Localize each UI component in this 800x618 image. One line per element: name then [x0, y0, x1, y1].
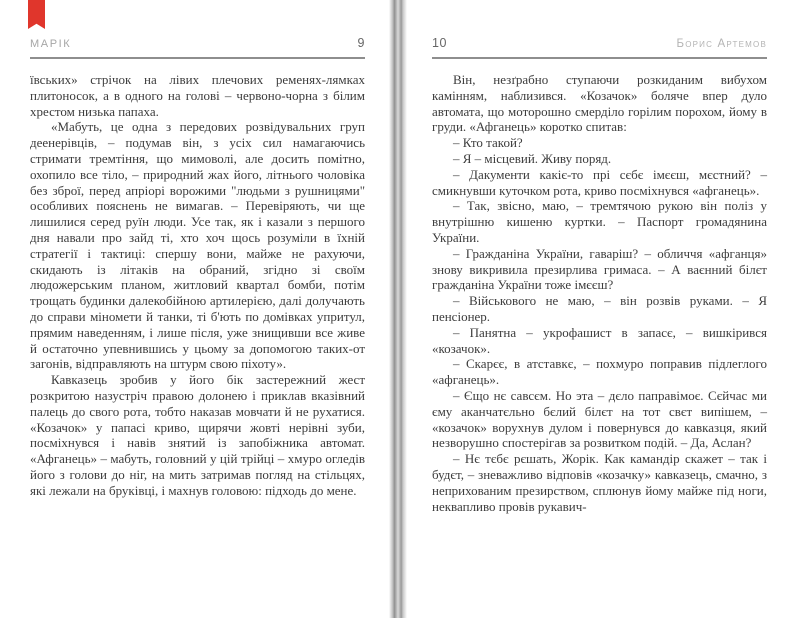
paragraph: – Дакументи какіє-то прі сєбє імєєш, мєстний? – смикнувши куточком рота, криво посміхнувся «афганець». — [432, 166, 767, 198]
book-page-left — [30, 36, 365, 499]
paragraph: – Кто такой? — [453, 135, 523, 151]
paragraph: Він, незґрабно ступаючи розкиданим вибухом камінням, наблизився. «Козачок» боляче впер дуло автомата, що моторошно смерділо горілим порохом, йому в груди. «Афганець» коротко спитав: — [432, 72, 767, 135]
bookmark-ribbon-icon[interactable] — [28, 0, 45, 29]
paragraph: – Військового не маю, – він розвів руками. – Я пенсіонер. — [432, 293, 767, 324]
left-page-body — [30, 72, 365, 499]
page-gutter — [389, 0, 407, 618]
paragraph: – Так, звісно, маю, – тремтячою рукою він поліз у внутрішню кишеню куртки. – Паспорт громадянина України. — [432, 198, 767, 245]
paragraph: ївських» стрічок на лівих плечових ременях-лямках плитоносок, а в одного на голові – червоно-чорна з білим хрестом низька папаха. — [30, 72, 365, 119]
paragraph: – Панятна – укрофашист в запасє, – вишкірився «козачок». — [432, 324, 767, 356]
running-title: МАРІК — [30, 38, 72, 50]
running-author: Борис Артемов — [676, 38, 767, 50]
right-page-header — [432, 36, 767, 59]
left-page-number: 9 — [357, 36, 365, 50]
paragraph: – Я – місцевий. Живу поряд. — [453, 150, 612, 166]
paragraph: – Гражданіна України, гаваріш? – обличчя «афганця» знову викривила презирлива гримаса. – А ваєнний білєт гражданіна України тоже імєєш? — [432, 245, 767, 293]
book-page-right — [432, 36, 767, 514]
paragraph: – Єщо нє савсєм. Но эта – дєло паправімоє. Сєйчас ми єму аканчатєльно бєлий білєт на тот свєт випішем, – «козачок» ворухнув дулом і повернувся до кавказця, який незворушно спостерігав за розвитком подій. – Да, Аслан? — [432, 387, 767, 451]
right-page-number: 10 — [432, 36, 447, 50]
paragraph: «Мабуть, це одна з передових розвідувальних груп деенерівців, – подумав він, з усіх сил намагаючись стримати тремтіння, що мимоволі, але досить помітно, охопило все тіло, – природний жах його, літнього чоловіка без зброї, перед апріорі ворожими "людьми з рушницями" особливих пояснень не вимагав. – Перевіряють, чи ще лишилися серед руїн люди. Усе так, як і казали з першого дня навали про зайд ті, хто хоч щось розуміли в їхній стратегії і тактиці: спершу вони, майже не рахуючи, скидають із літаків на обраний, згідно зі своїм людожерським планом, житловий квартал бомби, потім трощать будинки далекобійною артилерією, далі долучають до справи міномети й танки, ті б'ють по домівках упритул, прямим наведенням, і лише після, уже знищивши все живе й остаточно упевнившись у цьому за допомогою таких-от загонів, відправляють на штурм свою піхоту». — [30, 119, 365, 372]
right-page-body — [432, 72, 767, 514]
paragraph: – Скарєє, в атставкє, – похмуро поправив підлеглого «афганець». — [432, 356, 767, 388]
paragraph: – Нє тєбє рєшать, Жорік. Как камандір скажет – так і будєт, – зневажливо відповів «козачку» кавказець, смачно, з неприхованим презирством, сплюнув йому майже під ноги, неквапливо провів рукавич- — [432, 451, 767, 514]
left-page-header — [30, 36, 365, 59]
paragraph: Кавказець зробив у його бік застережний жест розкритою назустріч правою долонею і приклав вказівний палець до свого рота, тобто наказав мовчати й не рухатися. «Козачок» у папасі криво, щирячи жовті нерівні зуби, посміхнувся і навів знятий із запобіжника автомат. «Афганець» – мабуть, головний у цій трійці – хмуро огледів його з голови до ніг, на мить затримав погляд на стільцях, які лежали на бруківці, і махнув головою: підходь до мене. — [30, 372, 365, 498]
